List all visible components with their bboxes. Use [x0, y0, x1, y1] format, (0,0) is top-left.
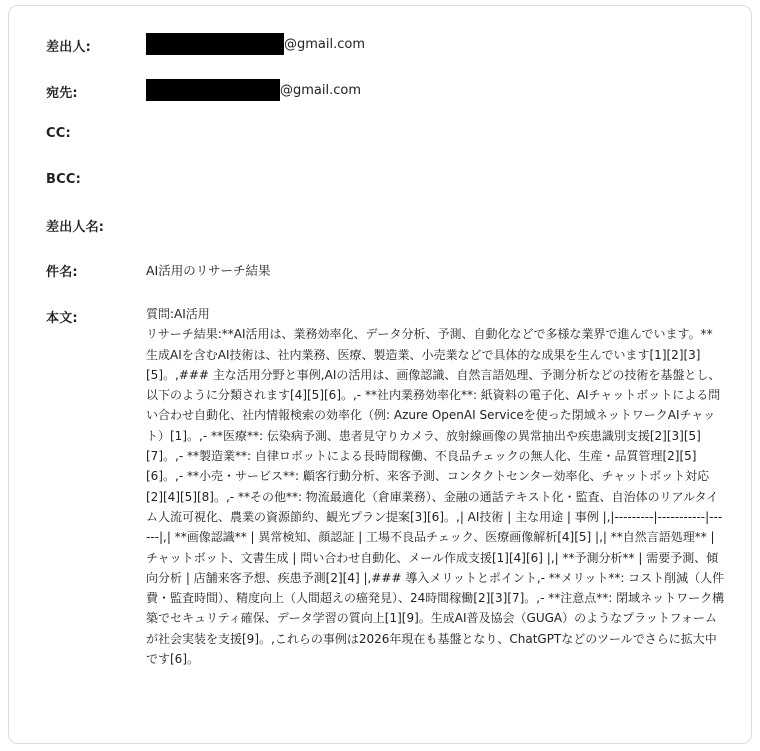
subject-value[interactable]: AI活用のリサーチ結果: [146, 263, 271, 278]
to-domain: @gmail.com: [280, 82, 362, 98]
sender-name-row: [9, 216, 751, 238]
redacted-block: [146, 79, 280, 101]
email-form-card: [8, 5, 752, 744]
body-label: 本文:: [46, 311, 78, 326]
to-row: [9, 78, 751, 100]
to-value[interactable]: [146, 79, 361, 101]
from-domain: @gmail.com: [284, 36, 366, 52]
cc-row: [9, 126, 751, 148]
from-value[interactable]: [146, 33, 365, 55]
from-label: 差出人:: [46, 40, 91, 55]
subject-row: [9, 261, 751, 283]
to-label: 宛先:: [46, 86, 78, 101]
redacted-block: [146, 33, 284, 55]
subject-label: 件名:: [46, 265, 78, 280]
bcc-row: [9, 172, 751, 194]
sender-name-label: 差出人名:: [46, 220, 105, 235]
bcc-label: BCC:: [46, 172, 81, 187]
body-value[interactable]: 質問:AI活用 リサーチ結果:**AI活用は、業務効率化、データ分析、予測、自動化などで多様な業界で進んでいます。** 生成AIを含むAI技術は、社内業務、医療、製造業、小売業などで具体的な成果を生んでいます[1][2][3][5]。,### 主な活用分野と事例,AIの活用は、画像認識、自然言語処理、予測分析などの技術を基盤とし、以下のように分類されます[4][5][6]。,- **社内業務効率化**: 紙資料の電子化、AIチャットボットによる問い合わせ自動化、社内情報検索の効率化（例: Azure OpenAI Serviceを使った閉域ネットワークAIチャット）[1]。,- **医療**: 伝染病予測、患者見守りカメラ、放射線画像の異常抽出や疾患識別支援[2][3][5][7]。,- **製造業**: 自律ロボットによる長時間稼働、不良品チェックの無人化、生産・品質管理[2][5][6]。,- **小売・サービス**: 顧客行動分析、来客予測、コンタクトセンター効率化、チャットボット対応[2][4][5][8]。,- **その他**: 物流最適化（倉庫業務）、金融の通話テキスト化・監査、自治体のリアルタイム人流可視化、農業の資源節約、観光プラン提案[3][6]。,| AI技術 | 主な用途 | 事例 |,|---------|-----------|------|,| **画像認識** | 異常検知、顔認証 | 工場不良品チェック、医療画像解析[4][5] |,| **自然言語処理** | チャットボット、文書生成 | 問い合わせ自動化、メール作成支援[1][4][6] |,| **予測分析** | 需要予測、傾向分析 | 店舗来客予想、疾患予測[2][4] |,### 導入メリットとポイント,- **メリット**: コスト削減（人件費・監査時間）、精度向上（人間超えの癌発見）、24時間稼働[2][3][7]。,- **注意点**: 閉域ネットワーク構築でセキュリティ確保、データ学習の質向上[1][9]。生成AI普及協会（GUGA）のようなプラットフォームが社会実装を支援[9]。,これらの事例は2026年現在も基盤となり、ChatGPTなどのツールでさらに拡大中です[6]。: [146, 307, 725, 667]
from-row: [9, 33, 751, 55]
cc-label: CC:: [46, 126, 71, 141]
